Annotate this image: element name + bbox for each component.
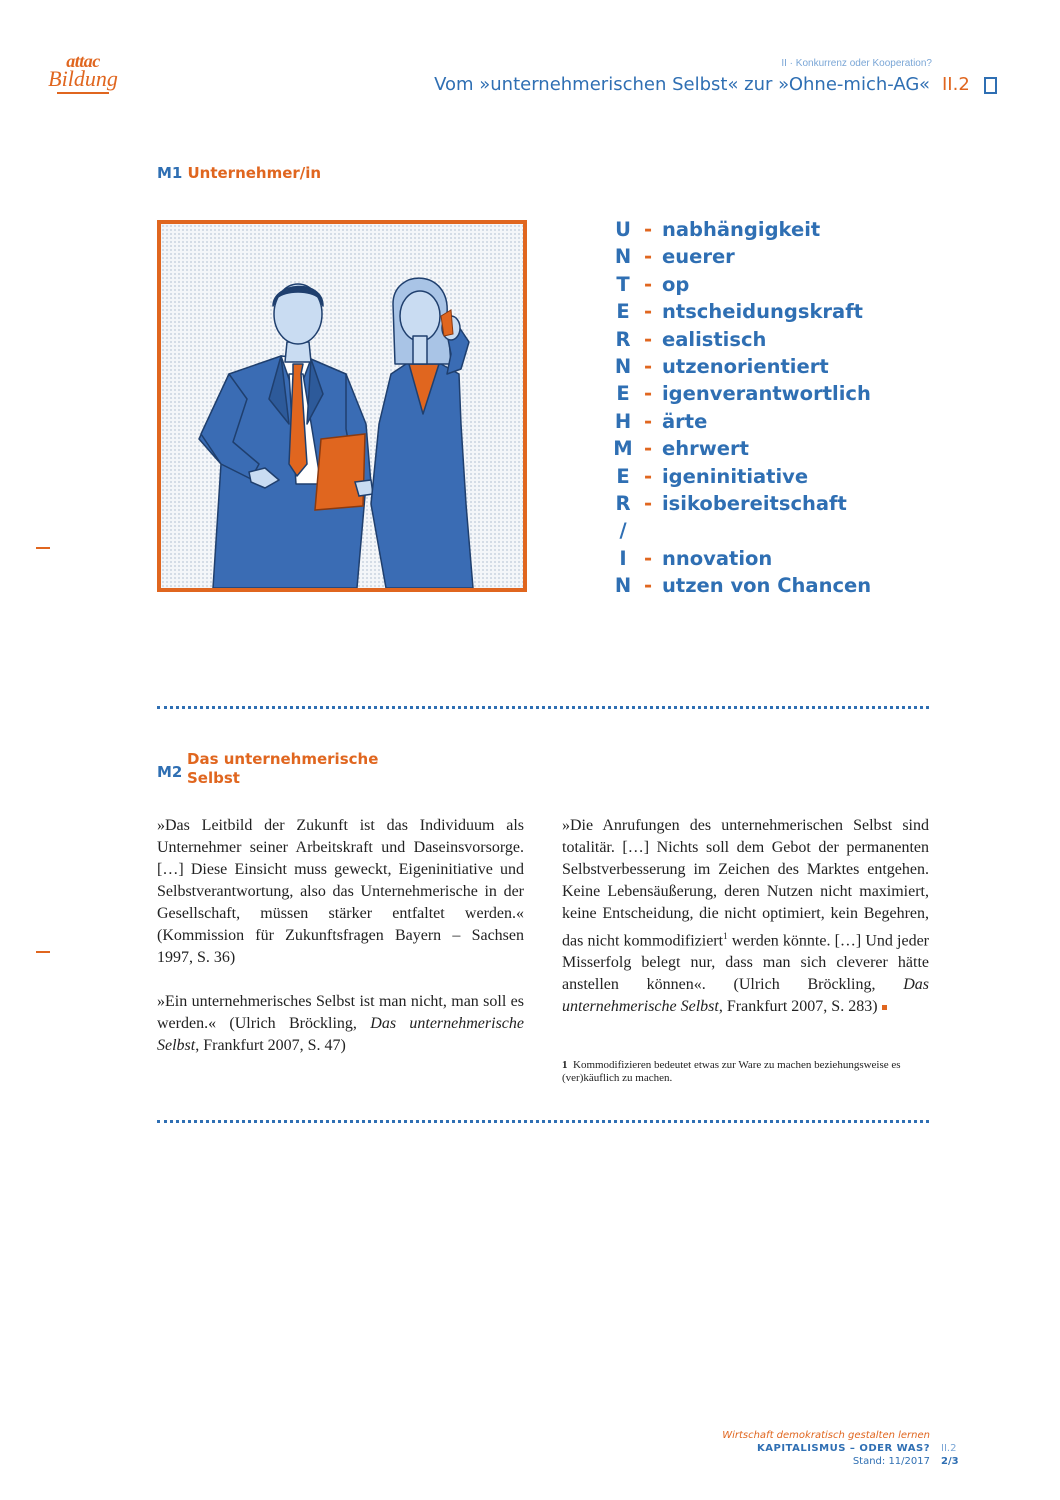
acrostic-letter: U <box>615 218 631 241</box>
acrostic-row <box>612 517 871 544</box>
m2-title: Das unternehmerische Selbst <box>187 750 379 787</box>
acrostic-letter: R <box>615 492 631 516</box>
acrostic-rest: ehrwert <box>662 437 749 461</box>
m1-title: Unternehmer/in <box>187 164 322 182</box>
end-mark-icon <box>882 1005 887 1010</box>
acrostic-dash: - <box>643 437 653 461</box>
business-people-illustration <box>157 220 527 592</box>
acrostic-row <box>612 216 871 243</box>
acrostic-dash: - <box>643 464 653 488</box>
acrostic-dash: - <box>643 327 653 351</box>
acrostic-letter: H <box>614 409 632 433</box>
acrostic-rest: ntscheidungskraft <box>662 300 863 324</box>
attac-bildung-logo: attac Bildung <box>48 52 118 94</box>
business-people-icon <box>161 224 523 588</box>
acrostic-row <box>612 435 871 462</box>
acrostic-row <box>612 463 871 490</box>
acrostic-row <box>612 298 871 325</box>
acrostic-dash: - <box>643 409 653 433</box>
acrostic-row <box>612 545 871 572</box>
acrostic-row <box>612 243 871 270</box>
footer-book-title: KAPITALISMUS – ODER WAS? <box>757 1443 930 1454</box>
logo-underline <box>57 92 109 94</box>
footer-series: Wirtschaft demokratisch gestalten lernen <box>722 1430 930 1441</box>
acrostic-row <box>612 353 871 380</box>
margin-tick <box>36 951 50 953</box>
dotted-divider <box>157 706 929 709</box>
acrostic-dash: - <box>643 355 653 379</box>
acrostic-letter: R <box>615 327 631 351</box>
m1-label: M1 <box>157 164 183 182</box>
acrostic-letter: E <box>616 464 630 488</box>
page-title: Vom »unternehmerischen Selbst« zur »Ohne-mich-AG« <box>434 74 930 95</box>
footer-stand: Stand: 11/2017 <box>852 1456 930 1467</box>
acrostic-rest: igeninitiative <box>662 464 809 488</box>
m2-label-wrap <box>157 762 182 781</box>
acrostic-list <box>612 216 871 600</box>
acrostic-letter: N <box>614 245 632 269</box>
margin-tick <box>36 547 50 549</box>
acrostic-rest: nnovation <box>662 546 773 570</box>
acrostic-letter: T <box>616 272 630 296</box>
acrostic-dash: - <box>643 245 653 269</box>
acrostic-row <box>612 572 871 599</box>
acrostic-rest: euerer <box>662 245 735 269</box>
acrostic-letter: I <box>619 546 627 570</box>
m1-heading <box>157 163 321 183</box>
acrostic-dash: - <box>643 574 653 598</box>
acrostic-letter: E <box>616 300 630 324</box>
acrostic-row <box>612 490 871 517</box>
acrostic-dash: - <box>643 546 653 570</box>
footnote: 1 Kommodifizieren bedeutet etwas zur Ware zu machen beziehungsweise es (ver)käuflich zu machen. <box>562 1059 901 1084</box>
m2-column-left <box>157 815 524 1057</box>
acrostic-dash: - <box>643 218 653 241</box>
footer-page-number: 2/3 <box>941 1456 959 1467</box>
m2-label: M2 <box>157 763 183 781</box>
acrostic-rest: isikobereitschaft <box>662 492 847 516</box>
acrostic-rest: igenverantwortlich <box>662 382 871 406</box>
acrostic-dash <box>634 517 662 544</box>
acrostic-letter: N <box>614 574 632 598</box>
acrostic-letter: N <box>614 355 632 379</box>
header-subtitle: II · Konkurrenz oder Kooperation? <box>781 58 932 69</box>
acrostic-rest: nabhängigkeit <box>662 218 821 241</box>
acrostic-dash: - <box>643 492 653 516</box>
acrostic-letter: E <box>616 382 630 406</box>
quote-broeckling-1: »Ein unternehmerisches Selbst ist man nicht, man soll es werden.« (Ulrich Bröckling, Das unternehmerische Selbst, Frankfurt 2007, S. 47) <box>157 993 525 1054</box>
acrostic-row <box>612 380 871 407</box>
acrostic-rest: op <box>662 272 690 296</box>
footer-section: II.2 <box>941 1443 957 1454</box>
acrostic-letter: / <box>619 519 627 543</box>
acrostic-letter: M <box>613 437 633 461</box>
acrostic-rest: ärte <box>662 409 708 433</box>
acrostic-row <box>612 408 871 435</box>
quote-broeckling-2: »Die Anrufungen des unternehmerischen Selbst sind totalitär. […] Nichts soll dem Gebot der permanenten Selbstverbesserung im Zeichen des Marktes entgehen. Keine Lebensäußerung, deren Nutzen nicht maximiert, keine Entscheidung, die nicht optimiert, kein Begehren, das nicht kommodifiziert$^1$ werden könnte. […] Und jeder Misserfolg belegt nur, dass man sich cleverer hätte anstellen können«. (Ulrich Bröckling, Das unternehmerische Selbst, Frankfurt 2007, S. 283) <box>562 817 929 1016</box>
acrostic-row <box>612 271 871 298</box>
m2-column-right <box>562 815 929 1018</box>
header-box-icon <box>984 77 997 94</box>
acrostic-dash: - <box>643 382 653 406</box>
header-section-number: II.2 <box>942 74 970 95</box>
dotted-divider <box>157 1120 929 1123</box>
acrostic-rest: utzenorientiert <box>662 355 829 379</box>
acrostic-dash: - <box>643 300 653 324</box>
quote-kommission: »Das Leitbild der Zukunft ist das Individuum als Unternehmer seiner Arbeitskraft und Daseinsvorsorge. […] Diese Einsicht muss geweckt, Eigeninitiative und Selbstverantwortung, also das Unternehmerische in der Gesellschaft, müssen stärker entfaltet werden.« (Kommission für Zukunftsfragen Bayern – Sachsen 1997, S. 36) <box>157 817 524 966</box>
acrostic-row <box>612 326 871 353</box>
acrostic-rest: ealistisch <box>662 327 767 351</box>
acrostic-dash: - <box>643 272 653 296</box>
acrostic-rest: utzen von Chancen <box>662 574 872 598</box>
